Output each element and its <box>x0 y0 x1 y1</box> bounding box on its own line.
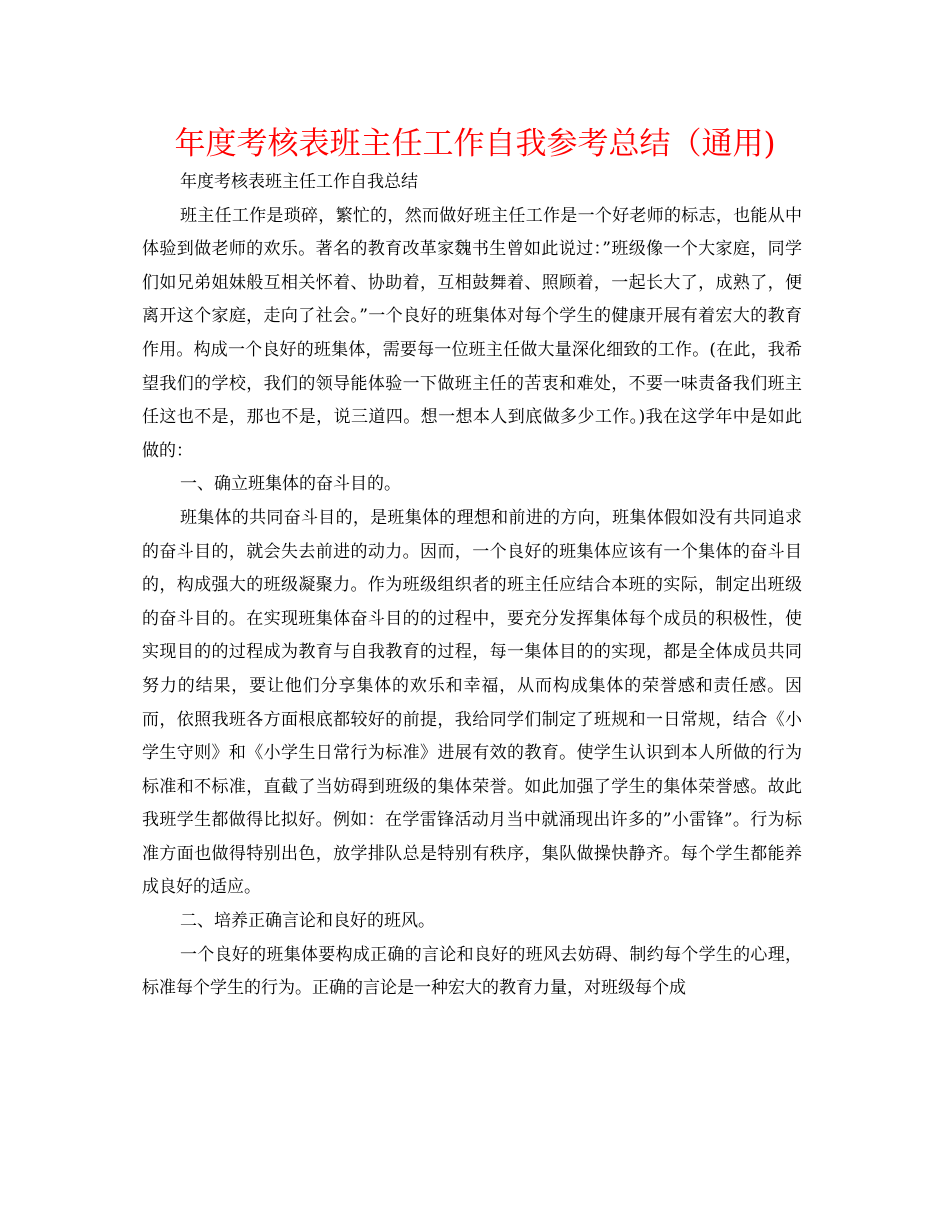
document-body <box>142 166 802 1006</box>
paragraph-section-1: 班集体的共同奋斗目的，是班集体的理想和前进的方向，班集体假如没有共同追求的奋斗目的，就会失去前进的动力。因而，一个良好的班集体应该有一个集体的奋斗目的，构成强大的班级凝聚力。作为班级组织者的班主任应结合本班的实际，制定出班级的奋斗目的。在实现班集体奋斗目的的过程中，要充分发挥集体每个成员的积极性，使实现目的的过程成为教育与自我教育的过程，每一集体目的的实现，都是全体成员共同努力的结果，要让他们分享集体的欢乐和幸福，从而构成集体的荣誉感和责任感。因而，依照我班各方面根底都较好的前提，我给同学们制定了班规和一日常规，结合《小学生守则》和《小学生日常行为标准》进展有效的教育。使学生认识到本人所做的行为标准和不标准，直截了当妨碍到班级的集体荣誉。如此加强了学生的集体荣誉感。故此我班学生都做得比拟好。例如：在学雷锋活动月当中就涌现出许多的”小雷锋”。行为标准方面也做得特别出色，放学排队总是特别有秩序，集队做操快静齐。每个学生都能养成良好的适应。 <box>142 507 802 898</box>
paragraph-intro: 班主任工作是琐碎，繁忙的，然而做好班主任工作是一个好老师的标志，也能从中体验到做老师的欢乐。著名的教育改革家魏书生曾如此说过：”班级像一个大家庭，同学们如兄弟姐妹般互相关怀着、协助着，互相鼓舞着、照顾着，一起长大了，成熟了，便离开这个家庭，走向了社会。”一个良好的班集体对每个学生的健康开展有着宏大的教育作用。构成一个良好的班集体，需要每一位班主任做大量深化细致的工作。(在此，我希望我们的学校，我们的领导能体验一下做班主任的苦衷和难处，不要一味责备我们班主任这也不是，那也不是，说三道四。想一想本人到底做多少工作。)我在这学年中是如此做的： <box>142 205 802 461</box>
document-title: 年度考核表班主任工作自我参考总结（通用) <box>174 126 776 162</box>
section-heading-1: 一、确立班集体的奋斗目的。 <box>180 474 401 495</box>
section-heading-2: 二、培养正确言论和良好的班风。 <box>180 911 435 932</box>
paragraph-subtitle: 年度考核表班主任工作自我总结 <box>180 172 418 192</box>
paragraph-section-2: 一个良好的班集体要构成正确的言论和良好的班风去妨碍、制约每个学生的心理，标准每个学生的行为。正确的言论是一种宏大的教育力量，对班级每个成 <box>142 944 802 999</box>
